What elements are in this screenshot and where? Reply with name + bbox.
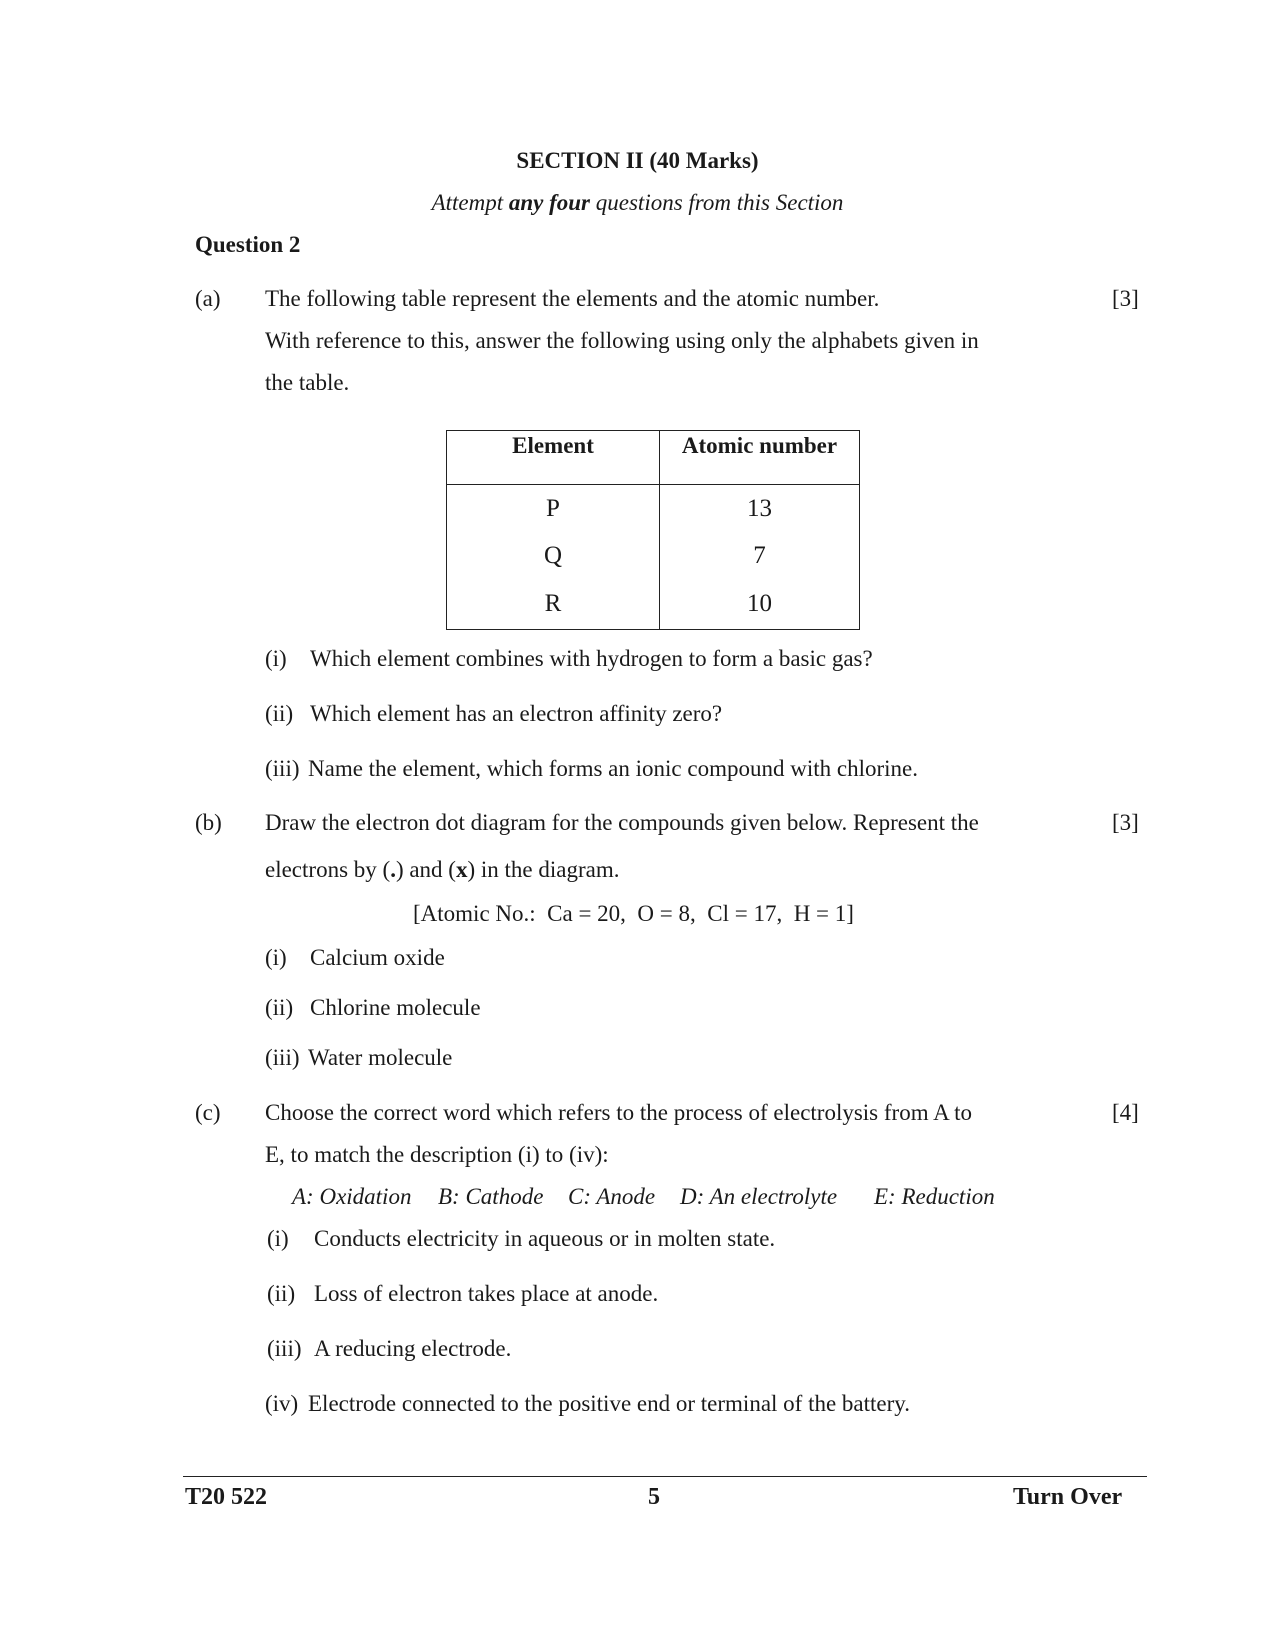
part-b-line2: electrons by (.) and (x) in the diagram. [265, 857, 620, 882]
part-c-marks: [4] [1112, 1100, 1139, 1125]
part-a-sub-num: (ii) [265, 701, 294, 726]
part-b-sub-num: (iii) [265, 1045, 300, 1070]
table-cell-element: R [447, 579, 660, 630]
part-a-sub-num: (i) [265, 646, 287, 671]
part-c-line1: Choose the correct word which refers to the process of electrolysis from A to [265, 1100, 973, 1125]
atomic-numbers: [Atomic No.: Ca = 20, O = 8, Cl = 17, H = 1] [413, 901, 854, 926]
part-c-sub-text: Electrode connected to the positive end or terminal of the battery. [308, 1391, 911, 1416]
table-row [447, 485, 860, 533]
part-a-line1: The following table represent the elements and the atomic number. [265, 286, 880, 311]
table-header-atomic-number: Atomic number [660, 431, 860, 485]
table-row [447, 532, 860, 579]
part-c-sub-num: (i) [267, 1226, 289, 1251]
option: D: An electrolyte [680, 1184, 838, 1209]
part-a-sub-text: Name the element, which forms an ionic compound with chlorine. [308, 756, 918, 781]
option: E: Reduction [874, 1184, 995, 1209]
part-b-line1: Draw the electron dot diagram for the compounds given below. Represent the [265, 810, 979, 835]
turn-over: Turn Over [1013, 1484, 1123, 1510]
part-c-sub-text: Loss of electron takes place at anode. [314, 1281, 659, 1306]
table-cell-element: P [447, 485, 660, 533]
part-c-sub-num: (iv) [265, 1391, 299, 1416]
table-cell-atomic-number: 13 [660, 485, 860, 533]
part-c-label: (c) [195, 1100, 221, 1125]
table-row [447, 579, 860, 630]
part-c-sub-text: Conducts electricity in aqueous or in molten state. [314, 1226, 776, 1251]
part-a-line3: the table. [265, 370, 350, 395]
option: A: Oxidation [292, 1184, 412, 1209]
part-c-sub-num: (iii) [267, 1336, 302, 1361]
footer-divider [183, 1476, 1147, 1477]
part-c-sub-text: A reducing electrode. [314, 1336, 512, 1361]
page-number: 5 [648, 1484, 660, 1510]
table-header-element: Element [447, 431, 660, 485]
part-b-sub-text: Calcium oxide [310, 945, 445, 970]
element-table [446, 430, 860, 630]
part-a-sub-num: (iii) [265, 756, 300, 781]
option: C: Anode [568, 1184, 656, 1209]
table-cell-element: Q [447, 532, 660, 579]
table-cell-atomic-number: 7 [660, 532, 860, 579]
part-b-sub-num: (i) [265, 945, 287, 970]
part-b-sub-text: Chlorine molecule [310, 995, 481, 1020]
part-a-label: (a) [195, 286, 221, 311]
part-a-sub-text: Which element combines with hydrogen to form a basic gas? [310, 646, 873, 671]
question-title: Question 2 [195, 232, 301, 257]
paper-code: T20 522 [185, 1484, 268, 1510]
part-a-marks: [3] [1112, 286, 1139, 311]
part-b-sub-num: (ii) [265, 995, 294, 1020]
part-a-sub-text: Which element has an electron affinity zero? [310, 701, 723, 726]
section-instruction: Attempt any four questions from this Section [431, 190, 844, 215]
table-cell-atomic-number: 10 [660, 579, 860, 630]
part-a-line2: With reference to this, answer the following using only the alphabets given in [265, 328, 979, 353]
part-b-marks: [3] [1112, 810, 1139, 835]
option: B: Cathode [438, 1184, 544, 1209]
section-title: SECTION II (40 Marks) [516, 148, 759, 173]
part-c-sub-num: (ii) [267, 1281, 296, 1306]
part-c-line2: E, to match the description (i) to (iv): [265, 1142, 609, 1167]
part-b-sub-text: Water molecule [308, 1045, 453, 1070]
part-b-label: (b) [195, 810, 222, 835]
